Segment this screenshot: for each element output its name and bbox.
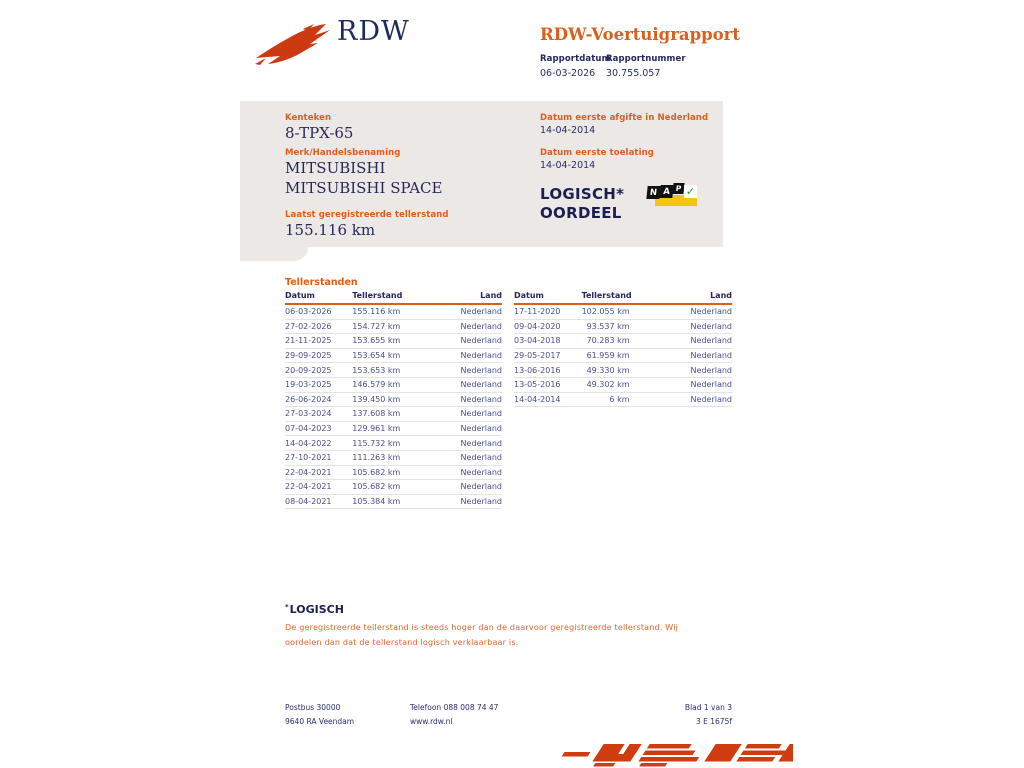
tellerstanden-table-left <box>285 291 502 509</box>
footer-address-line2: 9640 RA Veendam <box>285 717 355 726</box>
table-row <box>514 393 732 408</box>
cell-land: Nederland <box>460 482 502 492</box>
cell-tellerstand: 70.283 km <box>586 336 630 346</box>
footnote-text: De geregistreerde tellerstand is steeds hoger dan de daarvoor geregistreerde tellerstand. Wij oordelen dan dat de tellerstand logisch verklaarbaar is. <box>285 623 679 647</box>
cell-land: Nederland <box>460 394 502 404</box>
nap-letter-n: N <box>646 186 660 199</box>
cell-datum: 06-03-2026 <box>285 307 332 317</box>
cell-tellerstand: 155.116 km <box>352 307 401 317</box>
col-header-datum: Datum <box>514 291 544 300</box>
cell-tellerstand: 154.727 km <box>352 321 401 331</box>
footnote-asterisk: * <box>285 603 289 611</box>
nap-letter-a: A <box>659 185 673 198</box>
cell-land: Nederland <box>460 409 502 419</box>
cell-land: Nederland <box>690 336 732 346</box>
cell-tellerstand: 137.608 km <box>352 409 401 419</box>
cell-datum: 22-04-2021 <box>285 467 332 477</box>
tellerstanden-table-right <box>514 291 732 407</box>
cell-land: Nederland <box>690 380 732 390</box>
footer-address-line1: Postbus 30000 <box>285 703 341 712</box>
cell-tellerstand: 61.959 km <box>586 351 630 361</box>
table-row <box>285 451 502 466</box>
cell-land: Nederland <box>690 351 732 361</box>
table-row <box>285 378 502 393</box>
cell-land: Nederland <box>460 321 502 331</box>
cell-datum: 17-11-2020 <box>514 307 561 317</box>
table-row <box>514 378 732 393</box>
cell-datum: 29-09-2025 <box>285 351 332 361</box>
cell-datum: 26-06-2024 <box>285 394 332 404</box>
cell-land: Nederland <box>460 365 502 375</box>
cell-tellerstand: 105.682 km <box>352 482 401 492</box>
cell-land: Nederland <box>460 438 502 448</box>
cell-land: Nederland <box>460 307 502 317</box>
oordeel-line1: LOGISCH* <box>540 185 625 203</box>
cell-tellerstand: 111.263 km <box>352 453 401 463</box>
cell-datum: 19-03-2025 <box>285 380 332 390</box>
table-row <box>285 393 502 408</box>
cell-land: Nederland <box>460 453 502 463</box>
cell-datum: 22-04-2021 <box>285 482 332 492</box>
footnote-title-text: LOGISCH <box>289 603 344 616</box>
cell-datum: 13-05-2016 <box>514 380 561 390</box>
rdw-wordmark: RDW <box>337 16 410 47</box>
col-header-land: Land <box>480 291 502 300</box>
cell-datum: 29-05-2017 <box>514 351 561 361</box>
table-row <box>285 422 502 437</box>
eerste-toelating-label: Datum eerste toelating <box>540 148 654 158</box>
cell-tellerstand: 153.653 km <box>352 365 401 375</box>
cell-datum: 27-03-2024 <box>285 409 332 419</box>
cell-tellerstand: 6 km <box>609 394 630 404</box>
cell-land: Nederland <box>460 424 502 434</box>
table-row <box>285 495 502 510</box>
cell-land: Nederland <box>460 497 502 507</box>
report-title: RDW-Voertuigrapport <box>540 25 740 44</box>
report-number-label: Rapportnummer <box>606 54 686 64</box>
footnote-title <box>285 603 344 616</box>
cell-tellerstand: 115.732 km <box>352 438 401 448</box>
cell-tellerstand: 49.330 km <box>586 365 630 375</box>
cell-tellerstand: 102.055 km <box>581 307 630 317</box>
table-header <box>514 291 732 305</box>
oordeel-line2: OORDEEL <box>540 204 622 222</box>
vehicle-summary-box-tab <box>240 246 308 261</box>
report-date-label: Rapportdatum <box>540 54 611 64</box>
laatste-tellerstand-label: Laatst geregistreerde tellerstand <box>285 210 449 220</box>
cell-land: Nederland <box>690 394 732 404</box>
table-row <box>285 466 502 481</box>
cell-datum: 13-06-2016 <box>514 365 561 375</box>
merk-value: MITSUBISHI <box>285 159 386 177</box>
cell-land: Nederland <box>460 380 502 390</box>
cell-tellerstand: 129.961 km <box>352 424 401 434</box>
table-row <box>285 363 502 378</box>
report-number-field <box>606 54 686 79</box>
footer-form-code: 3 E 1675f <box>695 717 732 726</box>
cell-land: Nederland <box>690 365 732 375</box>
cell-datum: 14-04-2014 <box>514 394 561 404</box>
cell-datum: 14-04-2022 <box>285 438 332 448</box>
cell-datum: 07-04-2023 <box>285 424 332 434</box>
report-date-value: 06-03-2026 <box>540 68 596 79</box>
table-header <box>285 291 502 305</box>
table-row <box>514 305 732 320</box>
table-row <box>285 436 502 451</box>
cell-datum: 03-04-2018 <box>514 336 561 346</box>
cell-tellerstand: 93.537 km <box>586 321 630 331</box>
cell-land: Nederland <box>460 336 502 346</box>
nap-logo-icon <box>647 182 699 209</box>
nap-letter-p: P <box>672 183 684 194</box>
table-row <box>285 349 502 364</box>
footer-website: www.rdw.nl <box>410 717 453 726</box>
table-row <box>285 407 502 422</box>
footer-page-number: Blad 1 van 3 <box>684 703 732 712</box>
merk-label: Merk/Handelsbenaming <box>285 148 401 158</box>
cell-tellerstand: 49.302 km <box>586 380 630 390</box>
table-row <box>285 320 502 335</box>
cell-tellerstand: 139.450 km <box>352 394 401 404</box>
rdw-stripes-graphic <box>543 742 793 768</box>
cell-tellerstand: 146.579 km <box>352 380 401 390</box>
table-row <box>514 334 732 349</box>
table-row <box>514 363 732 378</box>
cell-datum: 20-09-2025 <box>285 365 332 375</box>
footer-phone: Telefoon 088 008 74 47 <box>410 703 499 712</box>
cell-datum: 08-04-2021 <box>285 497 332 507</box>
cell-datum: 27-02-2026 <box>285 321 332 331</box>
cell-tellerstand: 105.682 km <box>352 467 401 477</box>
table-row <box>514 349 732 364</box>
cell-datum: 09-04-2020 <box>514 321 561 331</box>
cell-land: Nederland <box>460 467 502 477</box>
rdw-logo-icon <box>254 20 332 66</box>
kenteken-label: Kenteken <box>285 113 332 123</box>
cell-tellerstand: 105.384 km <box>352 497 401 507</box>
cell-datum: 21-11-2025 <box>285 336 332 346</box>
col-header-datum: Datum <box>285 291 315 300</box>
cell-tellerstand: 153.655 km <box>352 336 401 346</box>
cell-land: Nederland <box>460 351 502 361</box>
col-header-tellerstand: Tellerstand <box>352 291 403 300</box>
eerste-afgifte-value: 14-04-2014 <box>540 125 596 136</box>
report-number-value: 30.755.057 <box>606 68 661 79</box>
nap-check-icon: ✓ <box>685 185 696 198</box>
col-header-tellerstand: Tellerstand <box>581 291 632 300</box>
kenteken-value: 8-TPX-65 <box>285 124 354 142</box>
table-row <box>285 305 502 320</box>
eerste-afgifte-label: Datum eerste afgifte in Nederland <box>540 113 709 123</box>
table-row <box>285 480 502 495</box>
cell-land: Nederland <box>690 321 732 331</box>
cell-tellerstand: 153.654 km <box>352 351 401 361</box>
table-row <box>285 334 502 349</box>
handelsbenaming-value: MITSUBISHI SPACE <box>285 179 443 197</box>
report-date-field <box>540 54 611 79</box>
laatste-tellerstand-value: 155.116 km <box>285 221 376 239</box>
table-row <box>514 320 732 335</box>
cell-land: Nederland <box>690 307 732 317</box>
eerste-toelating-value: 14-04-2014 <box>540 160 596 171</box>
tellerstanden-title: Tellerstanden <box>285 277 358 288</box>
cell-datum: 27-10-2021 <box>285 453 332 463</box>
col-header-land: Land <box>710 291 732 300</box>
